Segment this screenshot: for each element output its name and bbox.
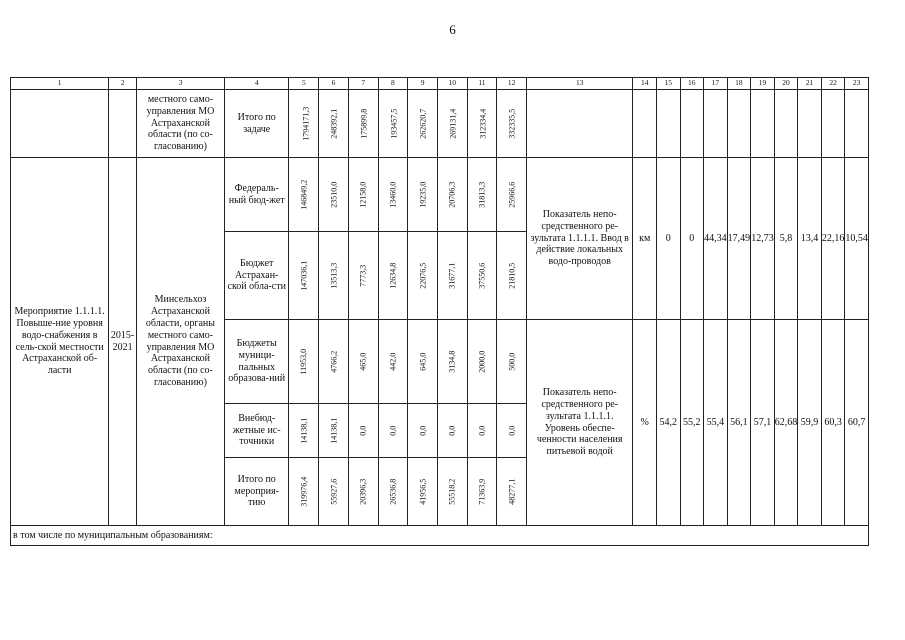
value-cell: 71363,9 (467, 458, 497, 526)
value-cell: 319976,4 (289, 458, 319, 526)
value-cell: 500,0 (497, 320, 527, 404)
task-total-row (11, 90, 869, 158)
empty-cell (633, 90, 657, 158)
value-cell: 0,0 (348, 404, 378, 458)
header-cell: 10 (437, 78, 467, 90)
value-cell: 41956,5 (408, 458, 438, 526)
value-cell: 19235,0 (408, 158, 438, 232)
empty-cell (798, 90, 822, 158)
value-cell: 12158,0 (348, 158, 378, 232)
municipal-breakdown-label: в том числе по муниципальным образованиям: (11, 526, 869, 546)
header-cell: 20 (774, 78, 798, 90)
source-row-federal (11, 158, 869, 232)
value-cell: 23510,0 (319, 158, 349, 232)
empty-cell (704, 90, 728, 158)
empty-cell (11, 90, 109, 158)
indicator-value: 60,3 (821, 320, 845, 526)
empty-cell (656, 90, 680, 158)
indicator-value: 59,9 (798, 320, 822, 526)
page-number: 6 (449, 22, 456, 37)
indicator-value: 10,54 (845, 158, 869, 320)
header-cell: 2 (109, 78, 137, 90)
header-cell: 14 (633, 78, 657, 90)
executor-cell: местного само-управления МО Астраханской области (по со-гласованию) (136, 90, 224, 158)
indicator-value: 12,73 (751, 158, 775, 320)
header-cell: 19 (751, 78, 775, 90)
value-cell: 0,0 (467, 404, 497, 458)
header-cell: 16 (680, 78, 704, 90)
header-cell: 18 (727, 78, 751, 90)
empty-cell (845, 90, 869, 158)
indicator-value: 13,4 (798, 158, 822, 320)
value-cell: 1794171,3 (289, 90, 319, 158)
header-cell: 23 (845, 78, 869, 90)
indicator-value: 5,8 (774, 158, 798, 320)
value-cell: 312334,4 (467, 90, 497, 158)
value-cell: 0,0 (497, 404, 527, 458)
value-cell: 55518,2 (437, 458, 467, 526)
value-cell: 14138,1 (319, 404, 349, 458)
empty-cell (109, 90, 137, 158)
unit-cell: % (633, 320, 657, 526)
value-cell: 147036,1 (289, 232, 319, 320)
header-cell: 11 (467, 78, 497, 90)
header-cell: 4 (224, 78, 289, 90)
header-cell: 1 (11, 78, 109, 90)
value-cell: 332335,5 (497, 90, 527, 158)
indicator-value: 44,34 (704, 158, 728, 320)
value-cell: 25966,6 (497, 158, 527, 232)
source-label: Внебюд-жетные ис-точники (224, 404, 289, 458)
municipal-breakdown-row (11, 526, 869, 546)
value-cell: 13513,3 (319, 232, 349, 320)
value-cell: 3134,8 (437, 320, 467, 404)
value-cell: 37550,6 (467, 232, 497, 320)
value-cell: 12634,8 (378, 232, 408, 320)
executor-cell: Минсельхоз Астраханской области, органы местного само-управления МО Астраханской области (по со-гласованию) (136, 158, 224, 526)
header-cell: 13 (526, 78, 632, 90)
value-cell: 20396,3 (348, 458, 378, 526)
source-label: Итого по мероприя-тию (224, 458, 289, 526)
indicator-value: 62,68 (774, 320, 798, 526)
value-cell: 0,0 (378, 404, 408, 458)
value-cell: 645,0 (408, 320, 438, 404)
indicator-text: Показатель непо-средственного ре-зультата 1.1.1.1. Уровень обеспе-ченности населения питьевой водой (526, 320, 632, 526)
header-cell: 17 (704, 78, 728, 90)
empty-cell (526, 90, 632, 158)
value-cell: 31677,1 (437, 232, 467, 320)
indicator-value: 0 (680, 158, 704, 320)
value-cell: 11953,0 (289, 320, 319, 404)
indicator-value: 55,4 (704, 320, 728, 526)
header-cell: 15 (656, 78, 680, 90)
indicator-value: 0 (656, 158, 680, 320)
indicator-value: 22,16 (821, 158, 845, 320)
value-cell: 22076,5 (408, 232, 438, 320)
header-cell: 7 (348, 78, 378, 90)
value-cell: 175899,8 (348, 90, 378, 158)
program-table (10, 77, 869, 546)
value-cell: 0,0 (437, 404, 467, 458)
indicator-value: 60,7 (845, 320, 869, 526)
value-cell: 442,0 (378, 320, 408, 404)
indicator-text: Показатель непо-средственного ре-зультата 1.1.1.1. Ввод в действие локальных водо-проводов (526, 158, 632, 320)
value-cell: 21810,5 (497, 232, 527, 320)
indicator-value: 57,1 (751, 320, 775, 526)
value-cell: 20706,3 (437, 158, 467, 232)
measure-title: Мероприятие 1.1.1.1. Повыше-ние уровня водо-снабжения в сель-ской местности Астраханской об-ласти (11, 158, 109, 526)
source-label: Бюджеты муници-пальных образова-ний (224, 320, 289, 404)
indicator-value: 56,1 (727, 320, 751, 526)
value-cell: 4766,2 (319, 320, 349, 404)
header-cell: 12 (497, 78, 527, 90)
empty-cell (774, 90, 798, 158)
indicator-value: 55,2 (680, 320, 704, 526)
header-cell: 6 (319, 78, 349, 90)
value-cell: 465,0 (348, 320, 378, 404)
header-row (11, 78, 869, 90)
value-cell: 262620,7 (408, 90, 438, 158)
header-cell: 22 (821, 78, 845, 90)
value-cell: 248392,1 (319, 90, 349, 158)
header-cell: 3 (136, 78, 224, 90)
value-cell: 48277,1 (497, 458, 527, 526)
source-label: Итого по задаче (224, 90, 289, 158)
empty-cell (727, 90, 751, 158)
unit-cell: км (633, 158, 657, 320)
indicator-value: 54,2 (656, 320, 680, 526)
value-cell: 26536,8 (378, 458, 408, 526)
header-cell: 21 (798, 78, 822, 90)
value-cell: 7773,3 (348, 232, 378, 320)
header-cell: 5 (289, 78, 319, 90)
value-cell: 0,0 (408, 404, 438, 458)
value-cell: 31813,3 (467, 158, 497, 232)
value-cell: 13460,0 (378, 158, 408, 232)
value-cell: 269131,4 (437, 90, 467, 158)
indicator-value: 17,49 (727, 158, 751, 320)
period-cell: 2015-2021 (109, 158, 137, 526)
value-cell: 146849,2 (289, 158, 319, 232)
empty-cell (821, 90, 845, 158)
source-label: Федераль-ный бюд-жет (224, 158, 289, 232)
source-label: Бюджет Астрахан-ской обла-сти (224, 232, 289, 320)
value-cell: 2000,0 (467, 320, 497, 404)
value-cell: 55927,6 (319, 458, 349, 526)
value-cell: 193457,5 (378, 90, 408, 158)
value-cell: 14138,1 (289, 404, 319, 458)
empty-cell (680, 90, 704, 158)
header-cell: 9 (408, 78, 438, 90)
empty-cell (751, 90, 775, 158)
header-cell: 8 (378, 78, 408, 90)
